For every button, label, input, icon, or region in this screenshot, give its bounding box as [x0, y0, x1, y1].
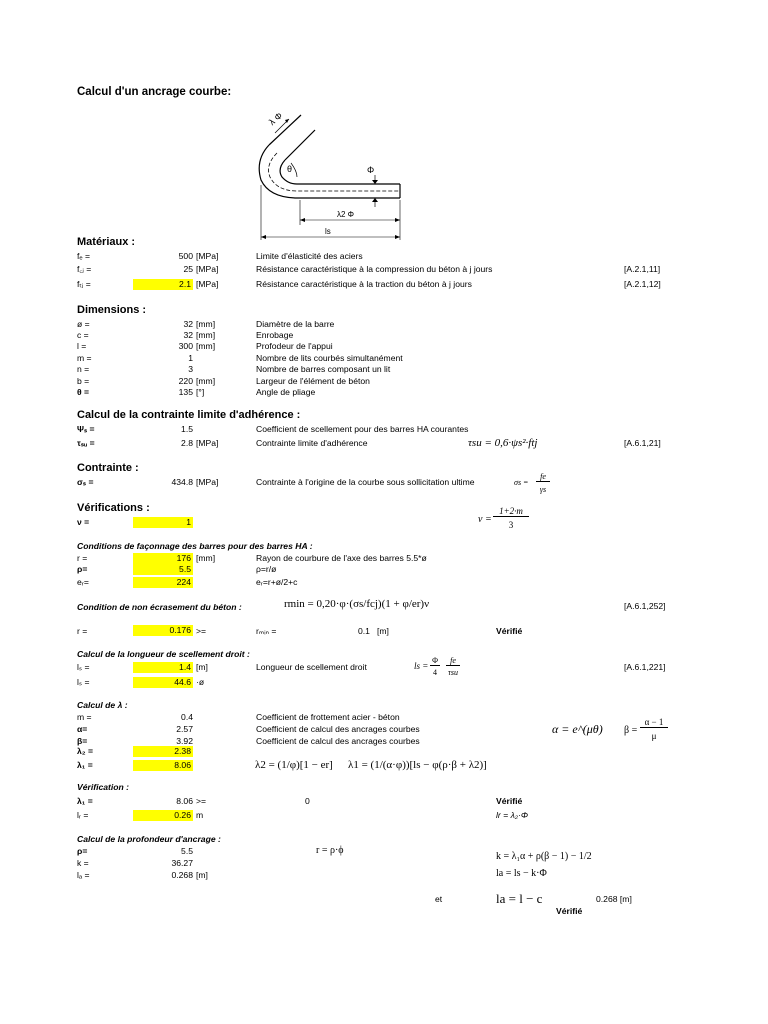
- rho-input[interactable]: 5.5: [133, 564, 193, 575]
- lambda1-formula: λ1 = (1/(α·φ))[ls − φ(ρ·β + λ2)]: [348, 759, 487, 771]
- dimension-sym: c =: [77, 330, 89, 340]
- er-input[interactable]: 224: [133, 577, 193, 588]
- verification-heading: Vérification :: [77, 782, 130, 792]
- nu-formula-lhs: ν =: [478, 514, 492, 525]
- beta-formula-lhs: β =: [624, 725, 638, 736]
- status-badge: Vérifié: [496, 796, 523, 806]
- alpha-formula: α = e^(μθ): [552, 722, 603, 736]
- sigma-formula-den: γs: [539, 485, 547, 494]
- r-input[interactable]: 176: [133, 553, 193, 564]
- dimension-sym: θ =: [77, 387, 90, 397]
- anchor-diagram: [255, 105, 415, 245]
- dimension-sym: m =: [77, 353, 92, 363]
- dimension-val: 32: [183, 319, 193, 329]
- theta-label: θ: [287, 164, 293, 174]
- la2-formula: la = l − c: [496, 891, 543, 906]
- nu-formula-num: 1+2·m: [493, 506, 529, 517]
- dimension-sym: b =: [77, 376, 90, 386]
- lr-formula: lr = λ₂·Φ: [496, 810, 529, 820]
- dimension-desc: Diamètre de la barre: [256, 319, 335, 329]
- dimension-unit: [mm]: [196, 376, 216, 386]
- r-check-value[interactable]: 0.176: [133, 625, 193, 636]
- ecrasement-heading: Condition de non écrasement du béton :: [77, 602, 242, 612]
- dimension-val: 3: [188, 364, 193, 374]
- ls-value[interactable]: 1.4: [133, 662, 193, 673]
- status-badge: Vérifié: [496, 626, 523, 636]
- r-formula: r = ρ·ϕ: [316, 845, 344, 856]
- lambda-heading: Calcul de λ :: [77, 700, 128, 710]
- nu-formula-den: 3: [508, 520, 514, 530]
- lr-value[interactable]: 0.26: [133, 810, 193, 821]
- lambda2-formula: λ2 = (1/φ)[1 − er]: [255, 759, 333, 771]
- dimension-val: 32: [183, 330, 193, 340]
- nu-input[interactable]: 1: [133, 517, 193, 528]
- dimensions-heading: Dimensions :: [77, 304, 147, 316]
- ftj-input[interactable]: 2.1: [133, 279, 193, 290]
- dimension-desc: Nombre de barres composant un lit: [256, 364, 391, 374]
- dimension-desc: Nombre de lits courbés simultanément: [256, 353, 403, 363]
- rmin-formula: rmin = 0,20·φ·(σs/fcj)(1 + φ/er)ν: [284, 598, 430, 610]
- lambda2-value[interactable]: 2.38: [133, 746, 193, 757]
- scellement-heading: Calcul de la longueur de scellement droit :: [77, 649, 250, 659]
- ls-formula-lhs: ls =: [414, 661, 429, 671]
- page-title: Calcul d'un ancrage courbe:: [77, 86, 232, 98]
- tau-formula: τsu = 0,6·ψs²·ftj: [468, 437, 538, 449]
- ls-ratio-value[interactable]: 44.6: [133, 677, 193, 688]
- dimension-unit: [mm]: [196, 341, 216, 351]
- dimension-desc: Largeur de l'élément de béton: [256, 376, 370, 386]
- dimension-val: 220: [178, 376, 193, 386]
- dimension-desc: Enrobage: [256, 330, 294, 340]
- faconnage-heading: Conditions de façonnage des barres pour des barres HA :: [77, 541, 313, 551]
- lambda1-value[interactable]: 8.06: [133, 760, 193, 771]
- dimension-sym: ø =: [77, 319, 90, 329]
- dimension-unit: [mm]: [196, 330, 216, 340]
- dimension-unit: [°]: [196, 387, 205, 397]
- lambda2-phi-label: λ2 Φ: [337, 210, 355, 219]
- ls-label: ls: [325, 227, 331, 236]
- dimension-sym: l =: [77, 341, 87, 351]
- profondeur-heading: Calcul de la profondeur d'ancrage :: [77, 834, 221, 844]
- dimension-unit: [mm]: [196, 319, 216, 329]
- la-formula: la = ls − k·Φ: [496, 868, 547, 879]
- materiaux-heading: Matériaux :: [77, 236, 136, 248]
- status-badge: Vérifié: [556, 906, 583, 916]
- dimension-desc: Profodeur de l'appui: [256, 341, 333, 351]
- dimension-val: 300: [178, 341, 193, 351]
- k-formula: k = λ₁α + ρ(β − 1) − 1/2: [496, 851, 592, 862]
- phi-label: Φ: [367, 165, 375, 175]
- dimension-val: 1: [188, 353, 193, 363]
- dimension-sym: n =: [77, 364, 90, 374]
- contrainte-heading: Contrainte :: [77, 462, 139, 474]
- dimension-desc: Angle de pliage: [256, 387, 316, 397]
- lambda-phi-label: λ Φ: [267, 110, 285, 128]
- sigma-formula-num: fe: [536, 472, 550, 482]
- sigma-formula-lhs: σs =: [514, 478, 529, 487]
- dimension-val: 135: [178, 387, 193, 397]
- adherence-heading: Calcul de la contrainte limite d'adhérence :: [77, 409, 301, 421]
- verifications-heading: Vérifications :: [77, 502, 150, 514]
